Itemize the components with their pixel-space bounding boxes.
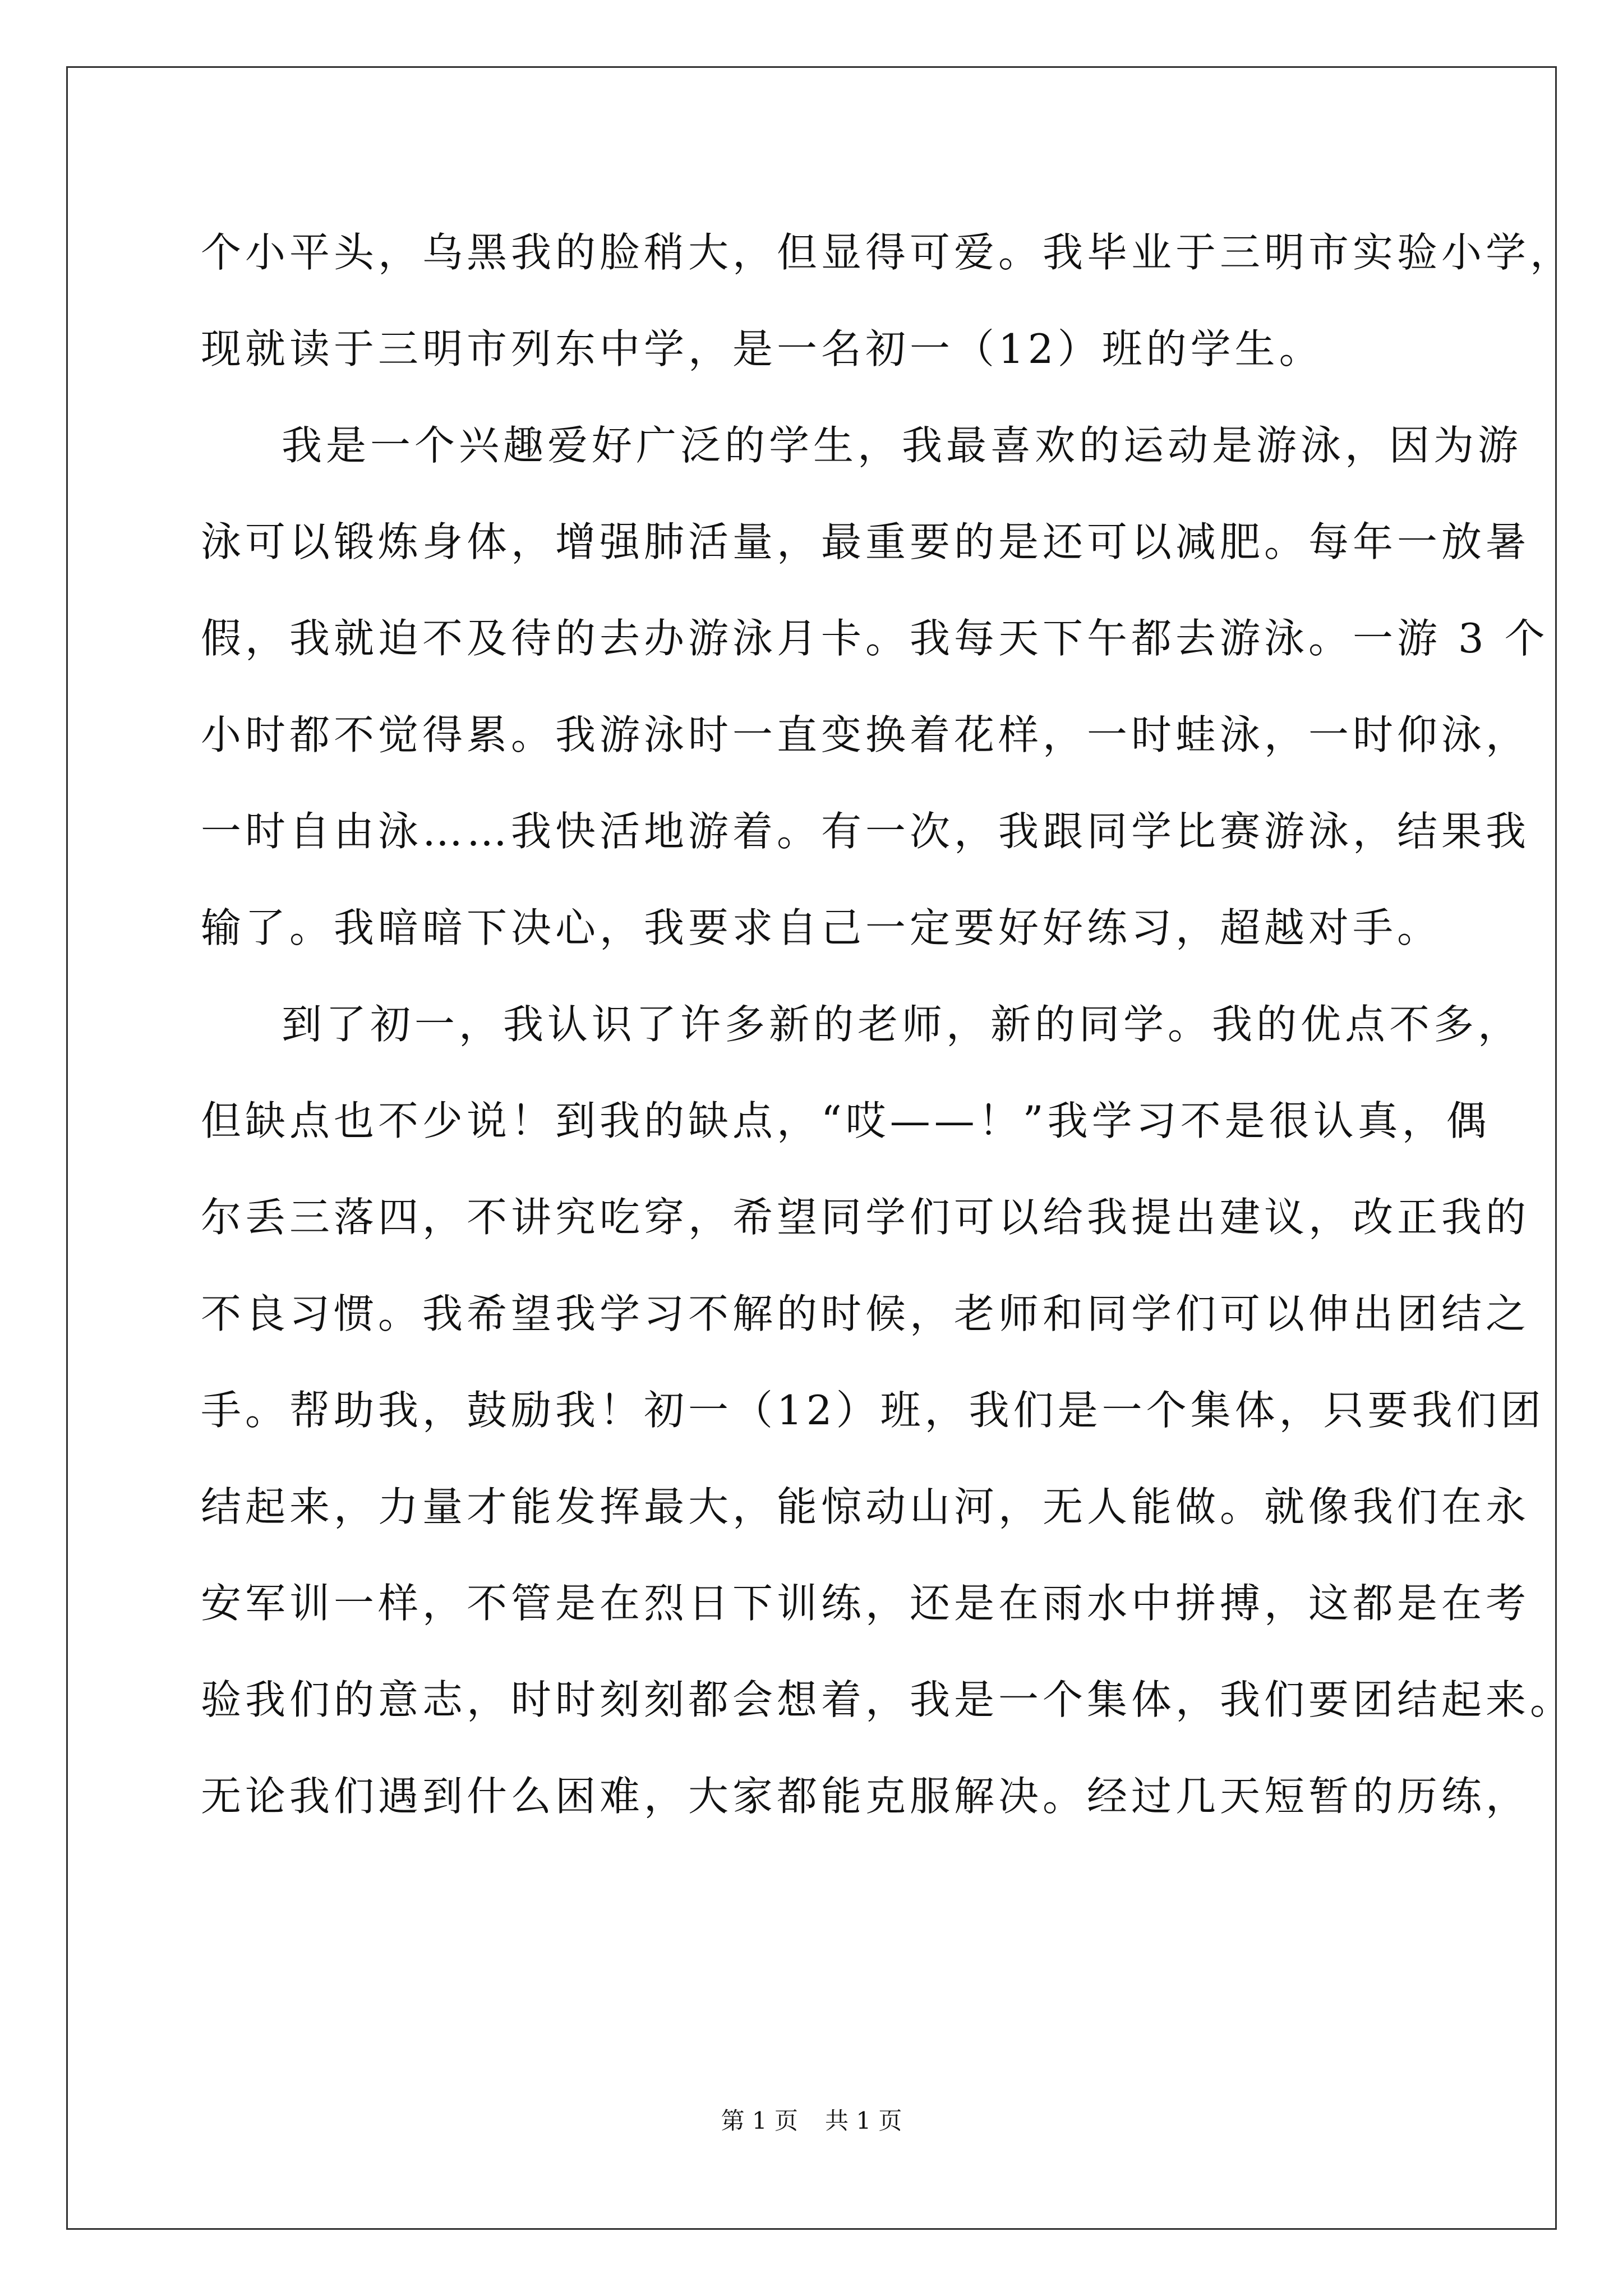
text-line: 假，我就迫不及待的去办游泳月卡。我每天下午都去游泳。一游 3 个: [201, 615, 1549, 662]
text-line: 个小平头，乌黑我的脸稍大，但显得可爱。我毕业于三明市实验小学，: [201, 229, 1575, 276]
paragraph-first-line: 到了初一，我认识了许多新的老师，新的同学。我的优点不多，: [282, 1001, 1523, 1048]
text-line: 现就读于三明市列东中学，是一名初一（12）班的学生。: [201, 325, 1324, 372]
text-line: 手。帮助我，鼓励我！初一（12）班，我们是一个集体，只要我们团: [201, 1387, 1545, 1434]
text-line: 无论我们遇到什么困难，大家都能克服解决。经过几天短暂的历练，: [201, 1773, 1530, 1820]
paragraph-first-line: 我是一个兴趣爱好广泛的学生，我最喜欢的运动是游泳，因为游: [282, 422, 1523, 469]
text-line: 一时自由泳……我快活地游着。有一次，我跟同学比赛游泳，结果我: [201, 808, 1530, 855]
text-line: 输了。我暗暗下决心，我要求自己一定要好好练习，超越对手。: [201, 904, 1442, 951]
page-total: 共 1 页: [825, 2107, 902, 2134]
text-line: 但缺点也不少说！到我的缺点，“哎——！”我学习不是很认真，偶: [201, 1097, 1491, 1144]
text-line: 不良习惯。我希望我学习不解的时候，老师和同学们可以伸出团结之: [201, 1290, 1530, 1337]
page-number: 第 1 页: [721, 2107, 798, 2134]
text-line: 尔丢三落四，不讲究吃穿，希望同学们可以给我提出建议，改正我的: [201, 1194, 1530, 1241]
text-line: 验我们的意志，时时刻刻都会想着，我是一个集体，我们要团结起来。: [201, 1676, 1575, 1723]
text-line: 小时都不觉得累。我游泳时一直变换着花样，一时蛙泳，一时仰泳，: [201, 711, 1530, 758]
text-line: 泳可以锻炼身体，增强肺活量，最重要的是还可以减肥。每年一放暑: [201, 518, 1530, 565]
text-line: 安军训一样，不管是在烈日下训练，还是在雨水中拼搏，这都是在考: [201, 1580, 1530, 1627]
text-line: 结起来，力量才能发挥最大，能惊动山河，无人能做。就像我们在永: [201, 1483, 1530, 1530]
page-footer: [0, 2107, 1623, 2135]
